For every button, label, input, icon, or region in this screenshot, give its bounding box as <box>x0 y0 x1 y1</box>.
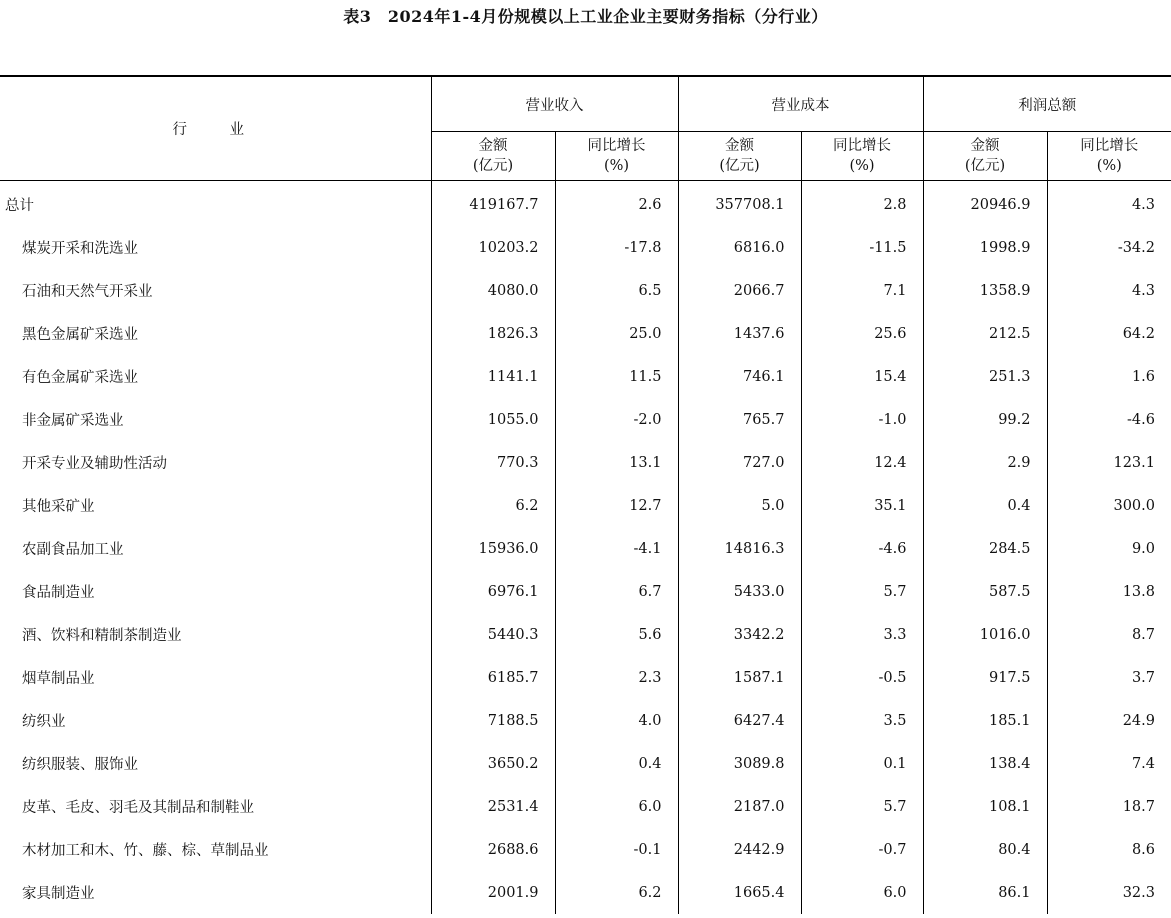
industry-name: 石油和天然气开采业 <box>22 284 153 300</box>
revenue-amount: 4080.0 <box>431 269 555 312</box>
cost-growth: 3.3 <box>801 613 923 656</box>
profit-growth: 18.7 <box>1047 785 1171 828</box>
cost-amount: 6816.0 <box>678 226 801 269</box>
profit-growth: 8.6 <box>1047 828 1171 871</box>
industry-name: 农副食品加工业 <box>22 542 124 558</box>
profit-amount: 86.1 <box>923 871 1047 914</box>
revenue-amount: 15936.0 <box>431 527 555 570</box>
revenue-amount: 1055.0 <box>431 398 555 441</box>
industry-name: 纺织服装、服饰业 <box>22 757 138 773</box>
cost-group-header: 营业成本 <box>678 76 923 132</box>
revenue-growth: 25.0 <box>555 312 678 355</box>
cost-amount: 3342.2 <box>678 613 801 656</box>
revenue-growth: -4.1 <box>555 527 678 570</box>
table-row <box>0 871 1171 914</box>
revenue-amount: 6185.7 <box>431 656 555 699</box>
profit-growth: -4.6 <box>1047 398 1171 441</box>
industry-name: 开采专业及辅助性活动 <box>22 456 167 472</box>
industry-name: 黑色金属矿采选业 <box>22 327 138 343</box>
cost-growth: -0.7 <box>801 828 923 871</box>
table-row <box>0 570 1171 613</box>
revenue-amount-header: 金额 (亿元) <box>431 132 555 181</box>
profit-amount: 917.5 <box>923 656 1047 699</box>
revenue-amount: 6.2 <box>431 484 555 527</box>
cost-growth: -1.0 <box>801 398 923 441</box>
cost-amount: 765.7 <box>678 398 801 441</box>
cost-amount: 1437.6 <box>678 312 801 355</box>
cost-growth: 0.1 <box>801 742 923 785</box>
profit-amount: 185.1 <box>923 699 1047 742</box>
revenue-group-header: 营业收入 <box>431 76 678 132</box>
cost-growth: 12.4 <box>801 441 923 484</box>
table-row <box>0 181 1171 227</box>
profit-amount: 251.3 <box>923 355 1047 398</box>
revenue-growth: 2.3 <box>555 656 678 699</box>
revenue-growth: 2.6 <box>555 181 678 227</box>
table-row <box>0 828 1171 871</box>
industry-name: 总计 <box>5 198 34 214</box>
table-title: 表3 2024年1-4月份规模以上工业企业主要财务指标（分行业） <box>343 7 828 26</box>
profit-amount: 80.4 <box>923 828 1047 871</box>
industry-name: 皮革、毛皮、羽毛及其制品和制鞋业 <box>22 800 254 816</box>
profit-growth: 7.4 <box>1047 742 1171 785</box>
cost-growth: 35.1 <box>801 484 923 527</box>
cost-growth: 7.1 <box>801 269 923 312</box>
profit-amount: 1998.9 <box>923 226 1047 269</box>
industry-name: 煤炭开采和洗选业 <box>22 241 138 257</box>
revenue-growth: 6.0 <box>555 785 678 828</box>
revenue-growth: 6.2 <box>555 871 678 914</box>
cost-amount: 2442.9 <box>678 828 801 871</box>
cost-amount-header: 金额 (亿元) <box>678 132 801 181</box>
cost-growth: 25.6 <box>801 312 923 355</box>
table-body <box>0 181 1171 915</box>
table-row <box>0 398 1171 441</box>
revenue-growth: 13.1 <box>555 441 678 484</box>
industry-name: 食品制造业 <box>22 585 95 601</box>
profit-growth: 9.0 <box>1047 527 1171 570</box>
profit-growth-header: 同比增长 (%) <box>1047 132 1171 181</box>
industry-name: 其他采矿业 <box>22 499 95 515</box>
profit-growth: 24.9 <box>1047 699 1171 742</box>
industry-header: 行 业 <box>0 76 431 181</box>
profit-amount: 0.4 <box>923 484 1047 527</box>
revenue-growth: -2.0 <box>555 398 678 441</box>
profit-growth: -34.2 <box>1047 226 1171 269</box>
revenue-growth: 12.7 <box>555 484 678 527</box>
profit-amount: 1016.0 <box>923 613 1047 656</box>
industry-name: 非金属矿采选业 <box>22 413 124 429</box>
cost-growth: 5.7 <box>801 785 923 828</box>
cost-growth: 2.8 <box>801 181 923 227</box>
table-row <box>0 226 1171 269</box>
revenue-amount: 1826.3 <box>431 312 555 355</box>
cost-amount: 746.1 <box>678 355 801 398</box>
profit-amount-header: 金额 (亿元) <box>923 132 1047 181</box>
cost-amount: 727.0 <box>678 441 801 484</box>
revenue-growth: 0.4 <box>555 742 678 785</box>
cost-amount: 2066.7 <box>678 269 801 312</box>
revenue-growth: 6.5 <box>555 269 678 312</box>
cost-amount: 1665.4 <box>678 871 801 914</box>
table-header <box>0 76 1171 181</box>
table-row <box>0 441 1171 484</box>
table-row <box>0 527 1171 570</box>
revenue-growth: -17.8 <box>555 226 678 269</box>
cost-growth: 3.5 <box>801 699 923 742</box>
industry-name: 酒、饮料和精制茶制造业 <box>22 628 182 644</box>
table-row <box>0 613 1171 656</box>
industry-name: 有色金属矿采选业 <box>22 370 138 386</box>
revenue-amount: 10203.2 <box>431 226 555 269</box>
profit-growth: 13.8 <box>1047 570 1171 613</box>
profit-amount: 212.5 <box>923 312 1047 355</box>
industry-name: 烟草制品业 <box>22 671 95 687</box>
profit-amount: 587.5 <box>923 570 1047 613</box>
table-row <box>0 312 1171 355</box>
table-row <box>0 355 1171 398</box>
profit-growth: 3.7 <box>1047 656 1171 699</box>
table-row <box>0 742 1171 785</box>
cost-growth: -0.5 <box>801 656 923 699</box>
cost-growth: 6.0 <box>801 871 923 914</box>
revenue-amount: 770.3 <box>431 441 555 484</box>
profit-growth: 4.3 <box>1047 181 1171 227</box>
cost-amount: 5.0 <box>678 484 801 527</box>
profit-amount: 2.9 <box>923 441 1047 484</box>
cost-amount: 3089.8 <box>678 742 801 785</box>
revenue-growth: 6.7 <box>555 570 678 613</box>
revenue-growth: 5.6 <box>555 613 678 656</box>
cost-growth: -11.5 <box>801 226 923 269</box>
profit-growth: 4.3 <box>1047 269 1171 312</box>
cost-growth: -4.6 <box>801 527 923 570</box>
profit-amount: 1358.9 <box>923 269 1047 312</box>
revenue-growth: 11.5 <box>555 355 678 398</box>
cost-amount: 6427.4 <box>678 699 801 742</box>
profit-growth: 32.3 <box>1047 871 1171 914</box>
cost-amount: 14816.3 <box>678 527 801 570</box>
revenue-amount: 3650.2 <box>431 742 555 785</box>
profit-amount: 138.4 <box>923 742 1047 785</box>
table-row <box>0 656 1171 699</box>
table-row <box>0 484 1171 527</box>
cost-amount: 357708.1 <box>678 181 801 227</box>
industry-name: 纺织业 <box>22 714 66 730</box>
revenue-amount: 1141.1 <box>431 355 555 398</box>
revenue-growth: 4.0 <box>555 699 678 742</box>
cost-growth-header: 同比增长 (%) <box>801 132 923 181</box>
profit-amount: 108.1 <box>923 785 1047 828</box>
industry-name: 家具制造业 <box>22 886 95 902</box>
profit-growth: 64.2 <box>1047 312 1171 355</box>
cost-amount: 1587.1 <box>678 656 801 699</box>
revenue-amount: 2001.9 <box>431 871 555 914</box>
table-row <box>0 269 1171 312</box>
financial-indicators-table <box>0 75 1171 914</box>
revenue-amount: 2688.6 <box>431 828 555 871</box>
revenue-growth: -0.1 <box>555 828 678 871</box>
revenue-amount: 7188.5 <box>431 699 555 742</box>
revenue-growth-header: 同比增长 (%) <box>555 132 678 181</box>
table-row <box>0 699 1171 742</box>
revenue-amount: 5440.3 <box>431 613 555 656</box>
cost-amount: 2187.0 <box>678 785 801 828</box>
profit-growth: 8.7 <box>1047 613 1171 656</box>
profit-amount: 20946.9 <box>923 181 1047 227</box>
cost-amount: 5433.0 <box>678 570 801 613</box>
profit-growth: 1.6 <box>1047 355 1171 398</box>
revenue-amount: 419167.7 <box>431 181 555 227</box>
cost-growth: 15.4 <box>801 355 923 398</box>
profit-amount: 99.2 <box>923 398 1047 441</box>
cost-growth: 5.7 <box>801 570 923 613</box>
profit-growth: 300.0 <box>1047 484 1171 527</box>
revenue-amount: 6976.1 <box>431 570 555 613</box>
profit-growth: 123.1 <box>1047 441 1171 484</box>
revenue-amount: 2531.4 <box>431 785 555 828</box>
table-row <box>0 785 1171 828</box>
industry-name: 木材加工和木、竹、藤、棕、草制品业 <box>22 843 269 859</box>
profit-group-header: 利润总额 <box>923 76 1171 132</box>
profit-amount: 284.5 <box>923 527 1047 570</box>
